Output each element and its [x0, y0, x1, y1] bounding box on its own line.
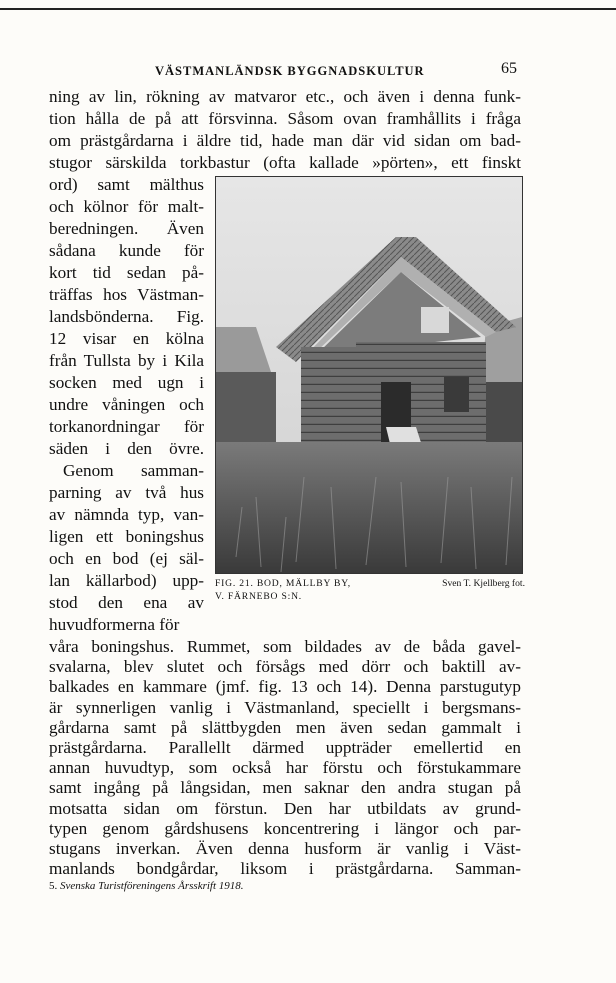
body-line: våra boningshus. Rummet, som bildades av de båda gavel-: [49, 637, 521, 656]
body-line: beredningen. Även: [49, 219, 204, 238]
body-line: av nämnda typ, van-: [49, 505, 204, 524]
background-house-left: [216, 372, 276, 442]
body-line: motsatta sidan om förstun. Den har utbildats av grund-: [49, 798, 521, 818]
body-line: träffas hos Västman-: [49, 285, 204, 304]
body-line: och en bod (ej säl-: [49, 549, 204, 568]
body-line: tion hålla de på att försvinna. Såsom ovan framhållits i fråga: [49, 109, 521, 128]
figure-caption: [215, 577, 525, 590]
body-line: huvudformerna för: [49, 615, 180, 634]
footnote-text: Svenska Turistföreningens Årsskrift 1918.: [60, 880, 244, 892]
footnote: [49, 880, 244, 892]
top-rule: [0, 8, 616, 10]
body-line: 12 visar en kölna: [49, 329, 204, 348]
body-line: Genom samman-: [63, 461, 204, 480]
grass-foreground: [216, 442, 522, 573]
figure-photo: [215, 176, 523, 574]
body-line: svalarna, blev slutet och försågs med dörr och baktill av-: [49, 657, 521, 677]
body-line: stod den ena av: [49, 593, 204, 612]
body-line: från Tullsta by i Kila: [49, 351, 204, 370]
body-line: typen genom gårdshusens koncentrering i längor och par-: [49, 818, 521, 838]
body-line: torkanordningar för: [49, 417, 204, 436]
caption-title: FIG. 21. BOD, MÄLLBY BY,: [215, 578, 351, 589]
body-line: om prästgårdarna i äldre tid, hade man där vid sidan om bad-: [49, 131, 521, 150]
page-number: 65: [501, 60, 517, 77]
body-line: ord) samt mälthus: [49, 175, 204, 194]
running-header: VÄSTMANLÄNDSK BYGGNADSKULTUR: [155, 64, 425, 78]
body-line: sådana kunde för: [49, 241, 204, 260]
body-line: säden i den övre.: [49, 439, 204, 458]
body-line: stugans inverkan. Även denna husform är vanlig i Väst-: [49, 839, 521, 858]
body-line: gårdarna samt på slättbygden men även sedan gammalt i: [49, 717, 521, 737]
footnote-number: 5.: [49, 880, 58, 892]
body-line: landsbönderna. Fig.: [49, 307, 204, 326]
body-line: och kölnor för malt-: [49, 197, 204, 216]
body-line: balkades en kammare (jmf. fig. 13 och 14). Denna parstugutyp: [49, 677, 521, 697]
body-line: ligen ett boningshus: [49, 527, 204, 546]
body-line: prästgårdarna. Parallellt därmed uppträder emellertid en: [49, 738, 521, 757]
body-line: manlands bondgårdar, liksom i prästgårdarna. Samman-: [49, 859, 521, 879]
body-line: kort tid sedan på-: [49, 263, 204, 282]
body-line: lan källarbod) upp-: [49, 571, 204, 590]
body-line: är synnerligen vanlig i Västmanland, speciellt i bergsmans-: [49, 697, 521, 717]
body-line: stugor särskilda torkbastur (ofta kallade »pörten», ett finskt: [49, 153, 521, 172]
gable-hatch: [421, 307, 449, 333]
side-log-wall: [301, 347, 356, 452]
body-line: annan huvudtyp, som också har förstu och förstukammare: [49, 758, 521, 778]
wall-opening: [444, 377, 469, 412]
body-line: socken med ugn i: [49, 373, 204, 392]
photo-credit: Sven T. Kjellberg fot.: [442, 578, 525, 589]
body-line: samt ingång på långsidan, men saknar den andra stugan på: [49, 778, 521, 798]
body-line: undre våningen och: [49, 395, 204, 414]
figure-caption-line2: V. FÄRNEBO S:N.: [215, 591, 302, 602]
body-line: parning av två hus: [49, 483, 204, 502]
body-line: ning av lin, rökning av matvaror etc., och även i denna funk-: [49, 87, 521, 106]
